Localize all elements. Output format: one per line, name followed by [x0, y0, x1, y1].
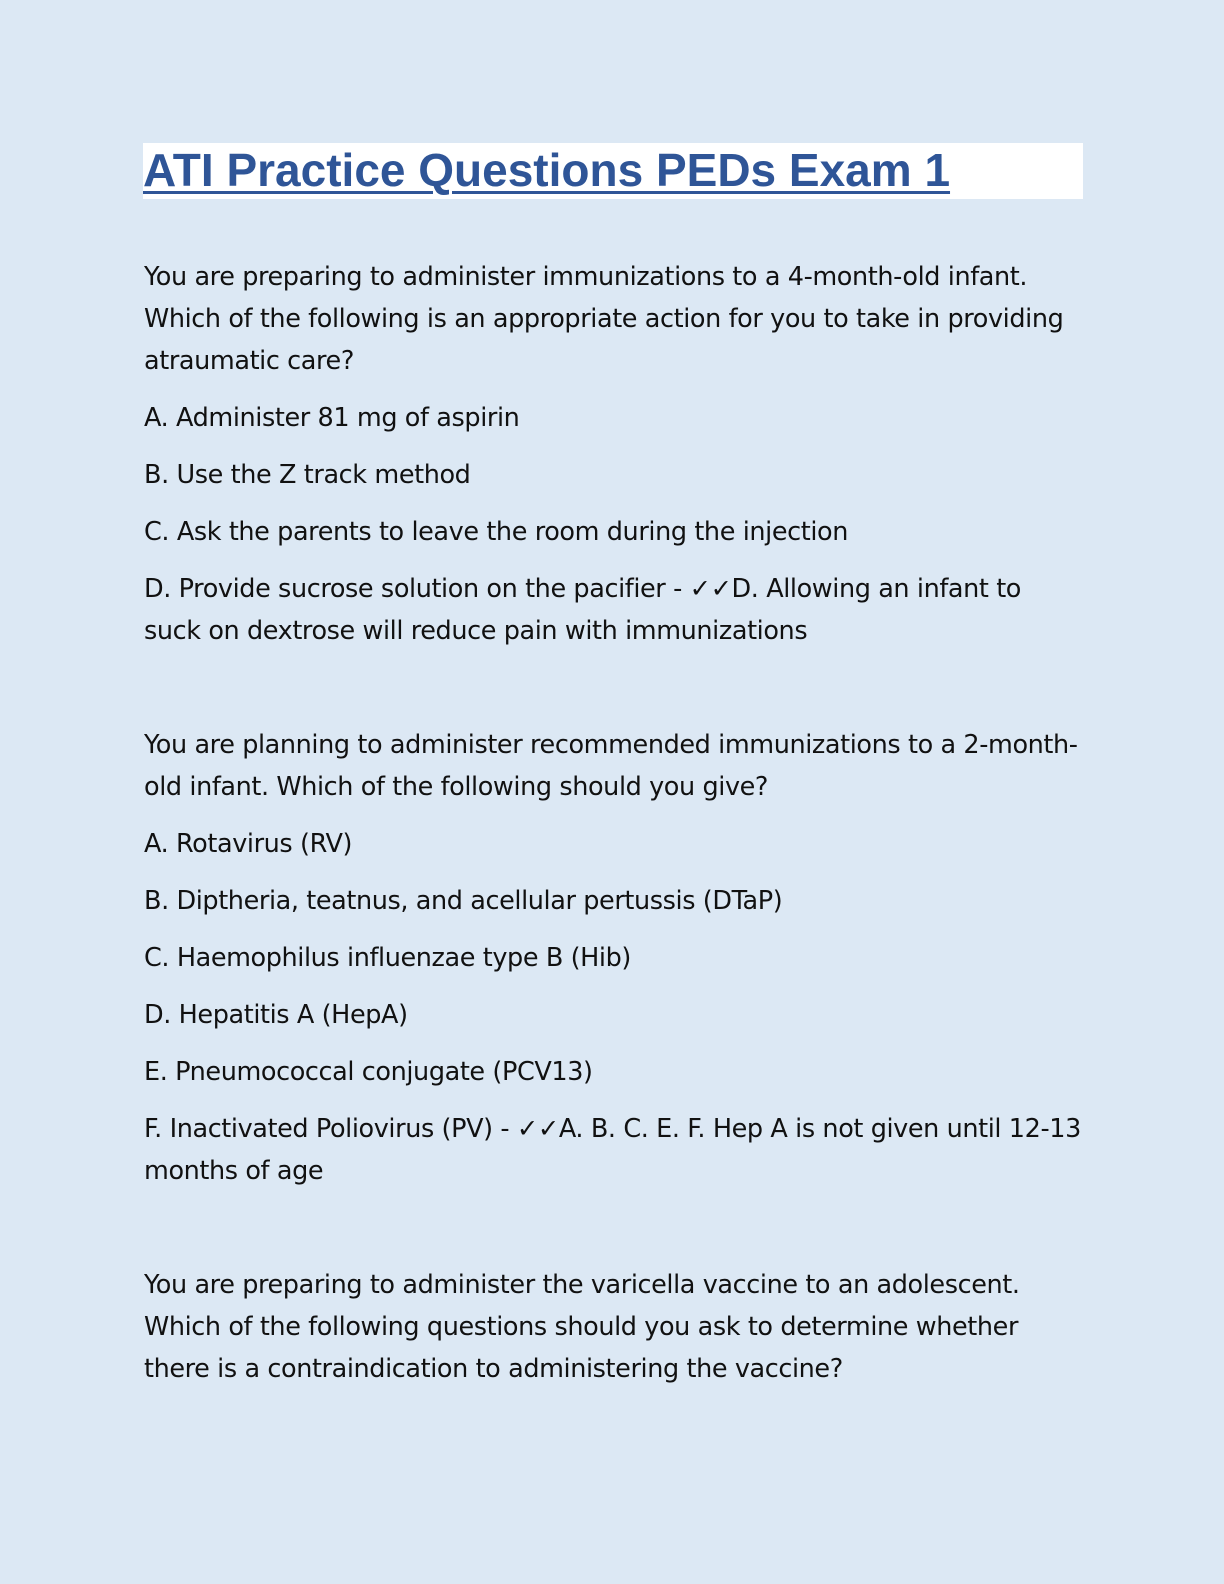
question-list: [144, 256, 1084, 1405]
answer-option-text: D. Provide sucrose solution on the pacifier -: [144, 574, 690, 604]
question-3: [144, 1264, 1084, 1390]
question-stem: You are preparing to administer the varicella vaccine to an adolescent. Which of the following questions should you ask to determine whether there is a contraindication to administering the vaccine?: [144, 1270, 1020, 1384]
question-stem: You are planning to administer recommended immunizations to a 2-month-old infant. Which of the following should you give?: [144, 730, 1078, 802]
page-title: ATI Practice Questions PEDs Exam 1: [143, 144, 951, 196]
answer-rationale: D. Allowing an infant to suck on dextrose will reduce pain with immunizations: [144, 574, 1022, 646]
answer-option: C. Ask the parents to leave the room during the injection: [144, 517, 848, 547]
question-separator: [144, 652, 1084, 724]
answer-option: C. Haemophilus influenzae type B (Hib): [144, 943, 631, 973]
answer-option: E. Pneumococcal conjugate (PCV13): [144, 1057, 593, 1087]
question-2: [144, 724, 1084, 1192]
answer-option: D. Hepatitis A (HepA): [144, 1000, 408, 1030]
question-1: [144, 256, 1084, 652]
answer-option: B. Use the Z track method: [144, 460, 471, 490]
answer-rationale: A. B. C. E. F. Hep A is not given until 12-13 months of age: [144, 1114, 1081, 1186]
check-mark-icon: ✓✓: [516, 1114, 559, 1144]
answer-option: A. Rotavirus (RV): [144, 829, 353, 859]
question-separator: [144, 1192, 1084, 1264]
answer-option-with-rationale: [144, 1108, 1084, 1192]
answer-option: A. Administer 81 mg of aspirin: [144, 403, 520, 433]
answer-option-with-rationale: [144, 568, 1084, 652]
answer-option: B. Diptheria, teatnus, and acellular pertussis (DTaP): [144, 886, 783, 916]
check-mark-icon: ✓✓: [689, 574, 732, 604]
question-stem: You are preparing to administer immunizations to a 4-month-old infant. Which of the following is an appropriate action for you to take in providing atraumatic care?: [144, 262, 1064, 376]
answer-option-text: F. Inactivated Poliovirus (PV) -: [144, 1114, 517, 1144]
